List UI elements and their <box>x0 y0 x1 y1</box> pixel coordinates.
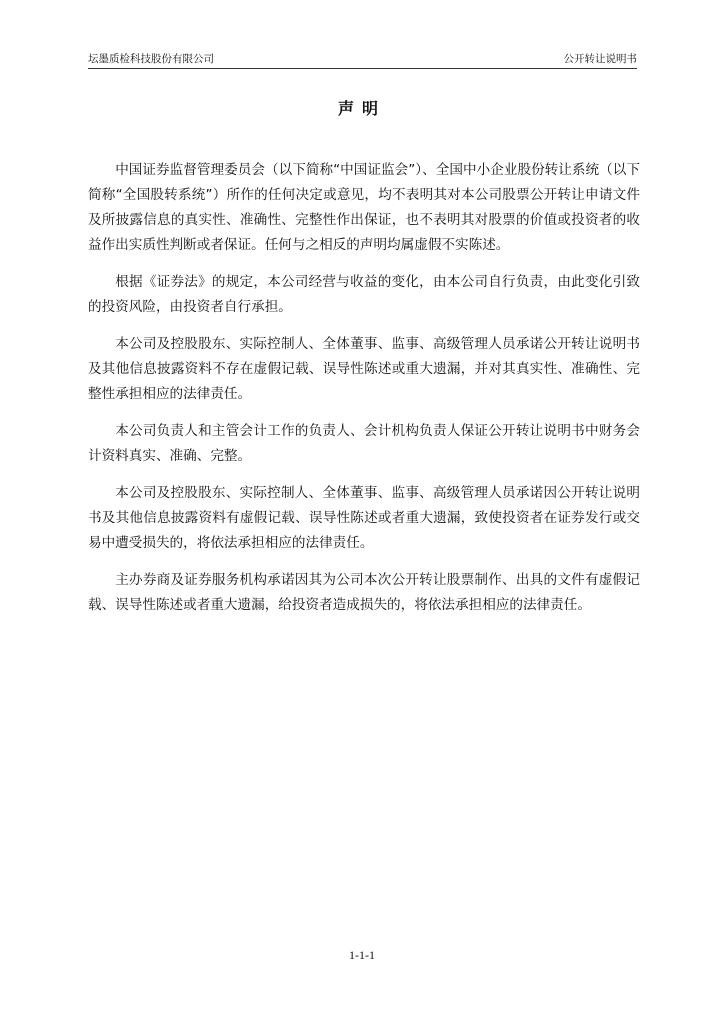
declaration-paragraph: 本公司及控股股东、实际控制人、全体董事、监事、高级管理人员承诺因公开转让说明书及其他信息披露资料有虚假记载、误导性陈述或者重大遗漏，致使投资者在证券发行或交易中遭受损失的，将依法承担相应的法律责任。 <box>88 485 640 551</box>
page-title: 声明 <box>337 99 386 118</box>
page-header <box>88 50 637 69</box>
declaration-paragraph: 主办券商及证券服务机构承诺因其为公司本次公开转让股票制作、出具的文件有虚假记载、误导性陈述或者重大遗漏，给投资者造成损失的，将依法承担相应的法律责任。 <box>88 572 640 613</box>
declaration-paragraph: 根据《证券法》的规定，本公司经营与收益的变化，由本公司自行负责，由此变化引致的投资风险，由投资者自行承担。 <box>88 274 640 315</box>
declaration-paragraph: 中国证券监督管理委员会（以下简称“中国证监会”）、全国中小企业股份转让系统（以下简称“全国股转系统”）所作的任何决定或意见，均不表明其对本公司股票公开转让申请文件及所披露信息的真实性、准确性、完整性作出保证，也不表明其对股票的价值或投资者的收益作出实质性判断或者保证。任何与之相反的声明均属虚假不实陈述。 <box>88 162 640 253</box>
page-number: 1-1-1 <box>349 948 375 962</box>
declaration-paragraph: 本公司及控股股东、实际控制人、全体董事、监事、高级管理人员承诺公开转让说明书及其他信息披露资料不存在虚假记载、误导性陈述或重大遗漏，并对其真实性、准确性、完整性承担相应的法律责任。 <box>88 336 640 402</box>
declaration-body <box>88 158 640 630</box>
declaration-paragraph: 本公司负责人和主管会计工作的负责人、会计机构负责人保证公开转让说明书中财务会计资料真实、准确、完整。 <box>88 423 640 464</box>
header-company-name: 坛墨质检科技股份有限公司 <box>88 53 214 65</box>
header-document-title: 公开转让说明书 <box>563 53 637 65</box>
